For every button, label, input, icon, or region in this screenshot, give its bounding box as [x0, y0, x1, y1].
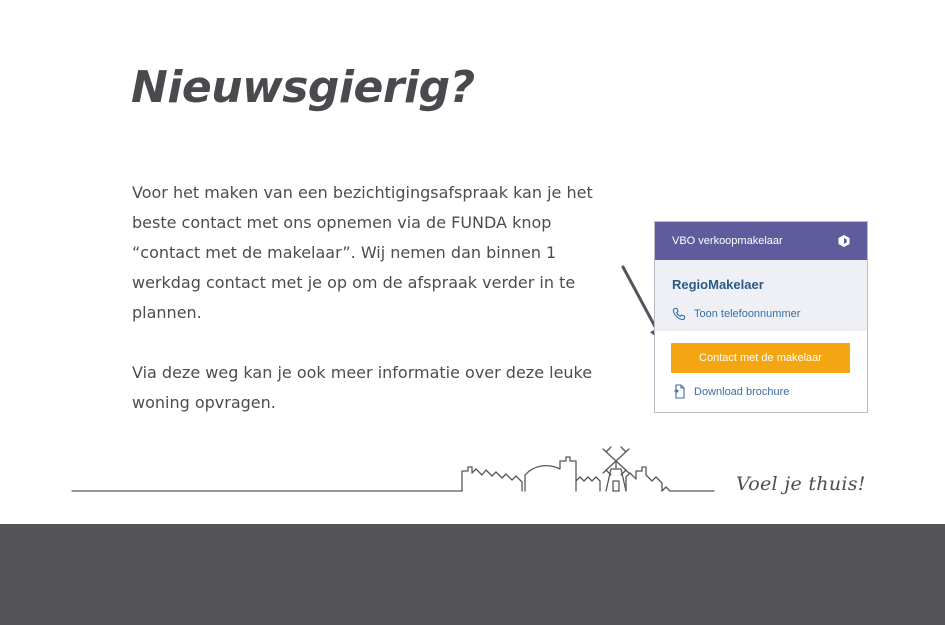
download-brochure-label: Download brochure — [694, 385, 790, 398]
show-phone-link[interactable] — [672, 307, 800, 321]
agent-name[interactable]: RegioMakelaer — [672, 277, 764, 292]
village-skyline-with-windmill — [70, 445, 720, 497]
phone-icon — [672, 307, 686, 321]
widget-header — [655, 222, 867, 260]
vbo-logo-icon — [837, 234, 851, 248]
agent-info — [655, 260, 867, 331]
slide-title: Nieuwsgierig? — [131, 62, 475, 113]
show-phone-label: Toon telefoonnummer — [694, 308, 801, 320]
tagline: Voel je thuis! — [736, 473, 866, 495]
body-text — [132, 178, 622, 418]
paragraph-more-info: Via deze weg kan je ook meer informatie over deze leuke woning opvragen. — [132, 363, 593, 412]
footer-band — [0, 524, 945, 625]
widget-header-label: VBO verkoopmakelaar — [672, 235, 783, 247]
download-brochure-link[interactable] — [673, 384, 789, 399]
document-download-icon — [673, 384, 685, 399]
funda-contact-widget — [654, 221, 868, 413]
contact-agent-button[interactable]: Contact met de makelaar — [671, 343, 850, 373]
paragraph-appointment: Voor het maken van een bezichtigingsafspraak kan je het beste contact met ons opnemen via de FUNDA knop “contact met de makelaar”. Wij nemen dan binnen 1 werkdag contact met je op om de afspraak verder in te plannen. — [132, 183, 593, 322]
